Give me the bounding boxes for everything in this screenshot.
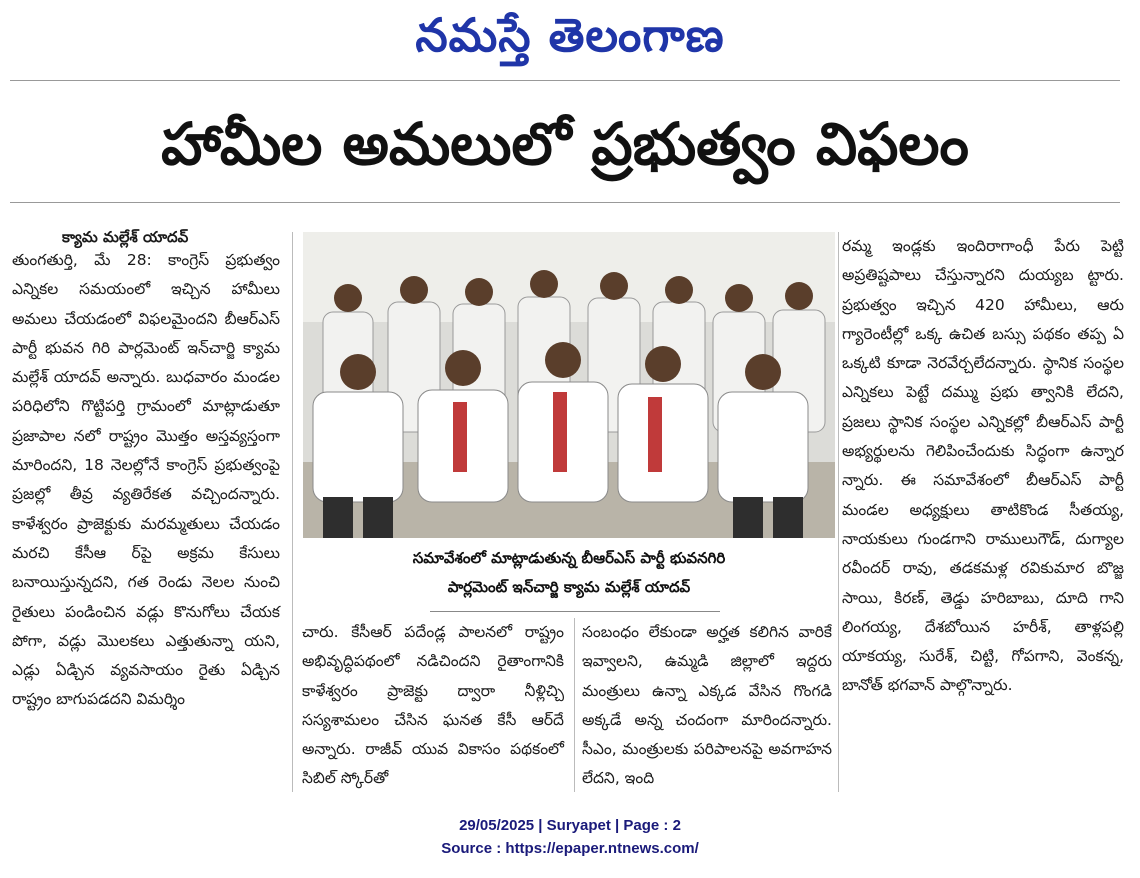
group-photo-illustration: [303, 232, 835, 538]
footer-date-page: 29/05/2025 | Suryapet | Page : 2: [459, 817, 681, 834]
column-divider: [574, 618, 575, 792]
headline-rule: [10, 202, 1120, 203]
photo-caption: [303, 544, 835, 602]
article-column-right: రమ్మ ఇండ్లకు ఇందిరాగాంధీ పేరు పెట్టి అప్రతిష్టపాలు చేస్తున్నారని దుయ్యబ ట్టారు. ప్రభుత్వం ఇచ్చిన 420 హామీలు, ఆరు గ్యారెంటీల్లో ఒక్క ఉచిత బస్సు పథకం తప్ప ఏ ఒక్కటి కూడా నెరవేర్చలేదన్నారు. స్థానిక సంస్థల ఎన్నికలు పెట్టే దమ్ము ప్రభు త్వానికి లేదని, ప్రజలు స్థానిక సంస్థల ఎన్నికల్లో బీఆర్ఎస్ పార్టీ అభ్యర్థులను గెలిపించేందుకు సిద్ధంగా ఉన్నార న్నారు. ఈ సమావేశంలో బీఆర్ఎస్ పార్టీ మండల అధ్యక్షులు తాటికొండ సీతయ్య, నాయకులు గుండగాని రాములుగౌడ్, దుగ్యాల రవీందర్ రావు, తడకమళ్ల రవికుమార బొజ్జ సాయి, కిరణ్, తెడ్డు హరిబాబు, దూది గాని లింగయ్య, దేశబోయిన హరీశ్, తాళ్లపల్లి యాకయ్య, సురేశ్, చిట్టి, గోపగాని, వెంకన్న, బానోత్ భగవాన్ పాల్గొన్నారు.: [842, 237, 1124, 695]
news-photo: [303, 232, 835, 538]
article-column-middle-1: చారు. కేసీఆర్ పదేండ్ల పాలనలో రాష్ట్రం అభివృద్ధిపథంలో నడిచిందని రైతాంగానికి కాళేశ్వరం ప్రాజెక్టు ద్వారా నీళ్లిచ్చి సస్యశామలం చేసిన ఘనత కేసీ ఆర్‌దే అన్నారు. రాజీవ్ యువ వికాసం పథకంలో సిబిల్ స్కోర్‌తో: [302, 623, 564, 788]
byline: క్యామ మల్లేశ్ యాదవ్: [62, 228, 189, 246]
masthead-rule: [10, 80, 1120, 81]
column-divider: [838, 232, 839, 792]
article-column-left: తుంగతుర్తి, మే 28: కాంగ్రెస్ ప్రభుత్వం ఎన్నికల సమయంలో ఇచ్చిన హామీలు అమలు చేయడంలో విఫలమైందని బీఆర్ఎస్ పార్టీ భువన గిరి పార్లమెంట్ ఇన్‌చార్జి క్యామ మల్లేశ్ యాదవ్ అన్నారు. బుధవారం మండల పరిధిలోని గొట్టిపర్తి గ్రామంలో మాట్లాడుతూ ప్రజాపాల నలో రాష్ట్రం మొత్తం అస్తవ్యస్తంగా మారిందని, 18 నెలల్లోనే కాంగ్రెస్ ప్రభుత్వంపై ప్రజల్లో తీవ్ర వ్యతిరేకత వచ్చిందన్నారు. కాళేశ్వరం ప్రాజెక్టుకు మరమ్మతులు చేయడం మరచి కేసీఆ ర్‌పై అక్రమ కేసులు బనాయిస్తున్నదని, గత రెండు నెలల నుంచి రైతులు పండించిన వడ్లు కొనుగోలు చేయక పోగా, వడ్లు మొలకలు ఎత్తుతున్నా యని, ఎడ్లు ఏడ్చిన వ్యవసాయం రైతు ఏడ్చిన రాష్ట్రం బాగుపడదని విమర్శిం: [12, 251, 280, 709]
caption-rule: [430, 611, 720, 612]
caption-line: సమావేశంలో మాట్లాడుతున్న బీఆర్ఎస్ పార్టీ భువనగిరి: [412, 549, 726, 567]
masthead-title: నమస్తే తెలంగాణ: [415, 8, 725, 62]
article-headline: హామీల అమలులో ప్రభుత్వం విఫలం: [161, 110, 969, 178]
column-divider: [292, 232, 293, 792]
caption-line: పార్లమెంట్ ఇన్‌చార్జి క్యామ మల్లేశ్ యాదవ్: [447, 578, 691, 596]
footer-source: Source : https://epaper.ntnews.com/: [441, 840, 699, 857]
article-column-middle-2: సంబంధం లేకుండా అర్హత కలిగిన వారికే ఇవ్వాలని, ఉమ్మడి జిల్లాలో ఇద్దరు మంత్రులు ఉన్నా ఎక్కడ వేసిన గొంగడి అక్కడే అన్న చందంగా మారిందన్నారు. సీఎం, మంత్రులకు పరిపాలనపై అవగాహన లేదని, ఇంది: [582, 623, 832, 788]
